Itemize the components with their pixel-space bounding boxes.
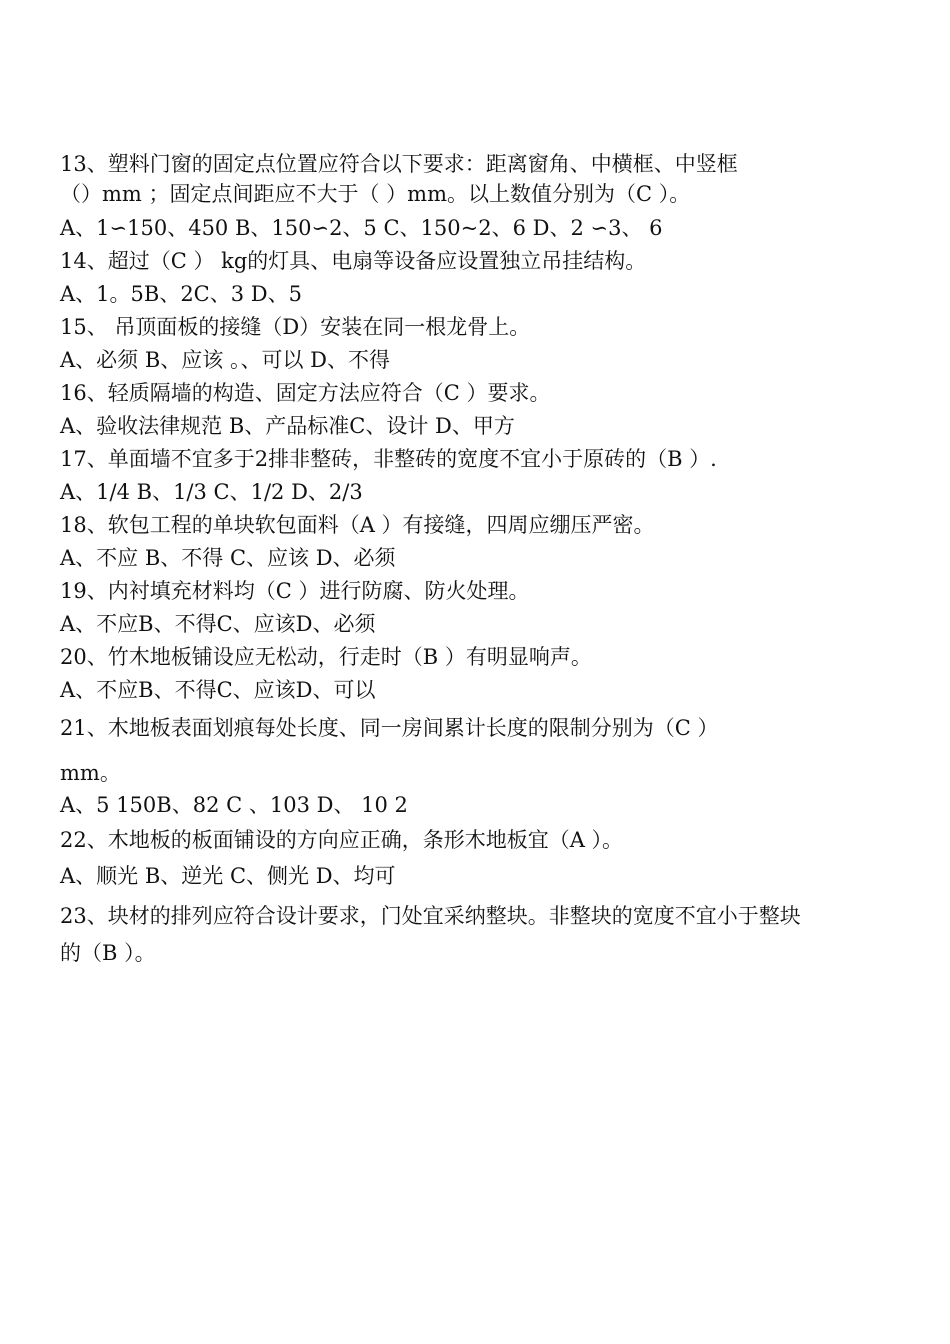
question-14-text: 14、超过（C ） kg的灯具、电扇等设备应设置独立吊挂结构。	[60, 249, 647, 273]
question-15-options: A、必须 B、应该 。、可以 D、不得	[60, 348, 390, 372]
question-23-continued: 的（B ）。	[60, 941, 156, 965]
question-22-text: 22、木地板的板面铺设的方向应正确，条形木地板宜（A ）。	[60, 828, 624, 852]
question-19-text: 19、内衬填充材料均（C ）进行防腐、防火处理。	[60, 579, 530, 603]
question-15-text: 15、 吊顶面板的接缝（D）安装在同一根龙骨上。	[60, 315, 531, 339]
question-14-options: A、1。5B、2C、3 D、5	[60, 282, 302, 306]
question-13-text: 13、塑料门窗的固定点位置应符合以下要求：距离窗角、中横框、中竖框	[60, 152, 738, 176]
question-18-options: A、不应 B、不得 C、应该 D、必须	[60, 546, 396, 570]
question-17-text: 17、单面墙不宜多于2排非整砖，非整砖的宽度不宜小于原砖的（B ）.	[60, 447, 717, 471]
question-17-options: A、1/4 B、1/3 C、1/2 D、2/3	[60, 480, 363, 504]
question-23-text: 23、块材的排列应符合设计要求，门处宜采纳整块。非整块的宽度不宜小于整块	[60, 904, 801, 928]
question-16-text: 16、轻质隔墙的构造、固定方法应符合（C ）要求。	[60, 381, 551, 405]
question-21-text: 21、木地板表面划痕每处长度、同一房间累计长度的限制分别为（C ）	[60, 716, 719, 740]
question-20-options: A、不应B、不得C、应该D、可以	[60, 678, 376, 702]
question-21-continued: mm。	[60, 761, 121, 785]
question-21-options: A、5 150B、82 C 、103 D、 10 2	[60, 793, 408, 817]
question-22-options: A、顺光 B、逆光 C、侧光 D、均可	[60, 864, 396, 888]
question-13-continued: （）mm ；固定点间距应不大于（ ）mm。以上数值分别为（C ）。	[60, 182, 691, 206]
question-16-options: A、验收法律规范 B、产品标准C、设计 D、甲方	[60, 414, 515, 438]
question-13-options: A、1∽150、450 B、150∽2、5 C、150~2、6 D、2 ∽3、 6	[60, 216, 663, 240]
question-20-text: 20、竹木地板铺设应无松动，行走时（B ）有明显响声。	[60, 645, 592, 669]
question-19-options: A、不应B、不得C、应该D、必须	[60, 612, 376, 636]
question-18-text: 18、软包工程的单块软包面料（A ）有接缝，四周应绷压严密。	[60, 513, 655, 537]
